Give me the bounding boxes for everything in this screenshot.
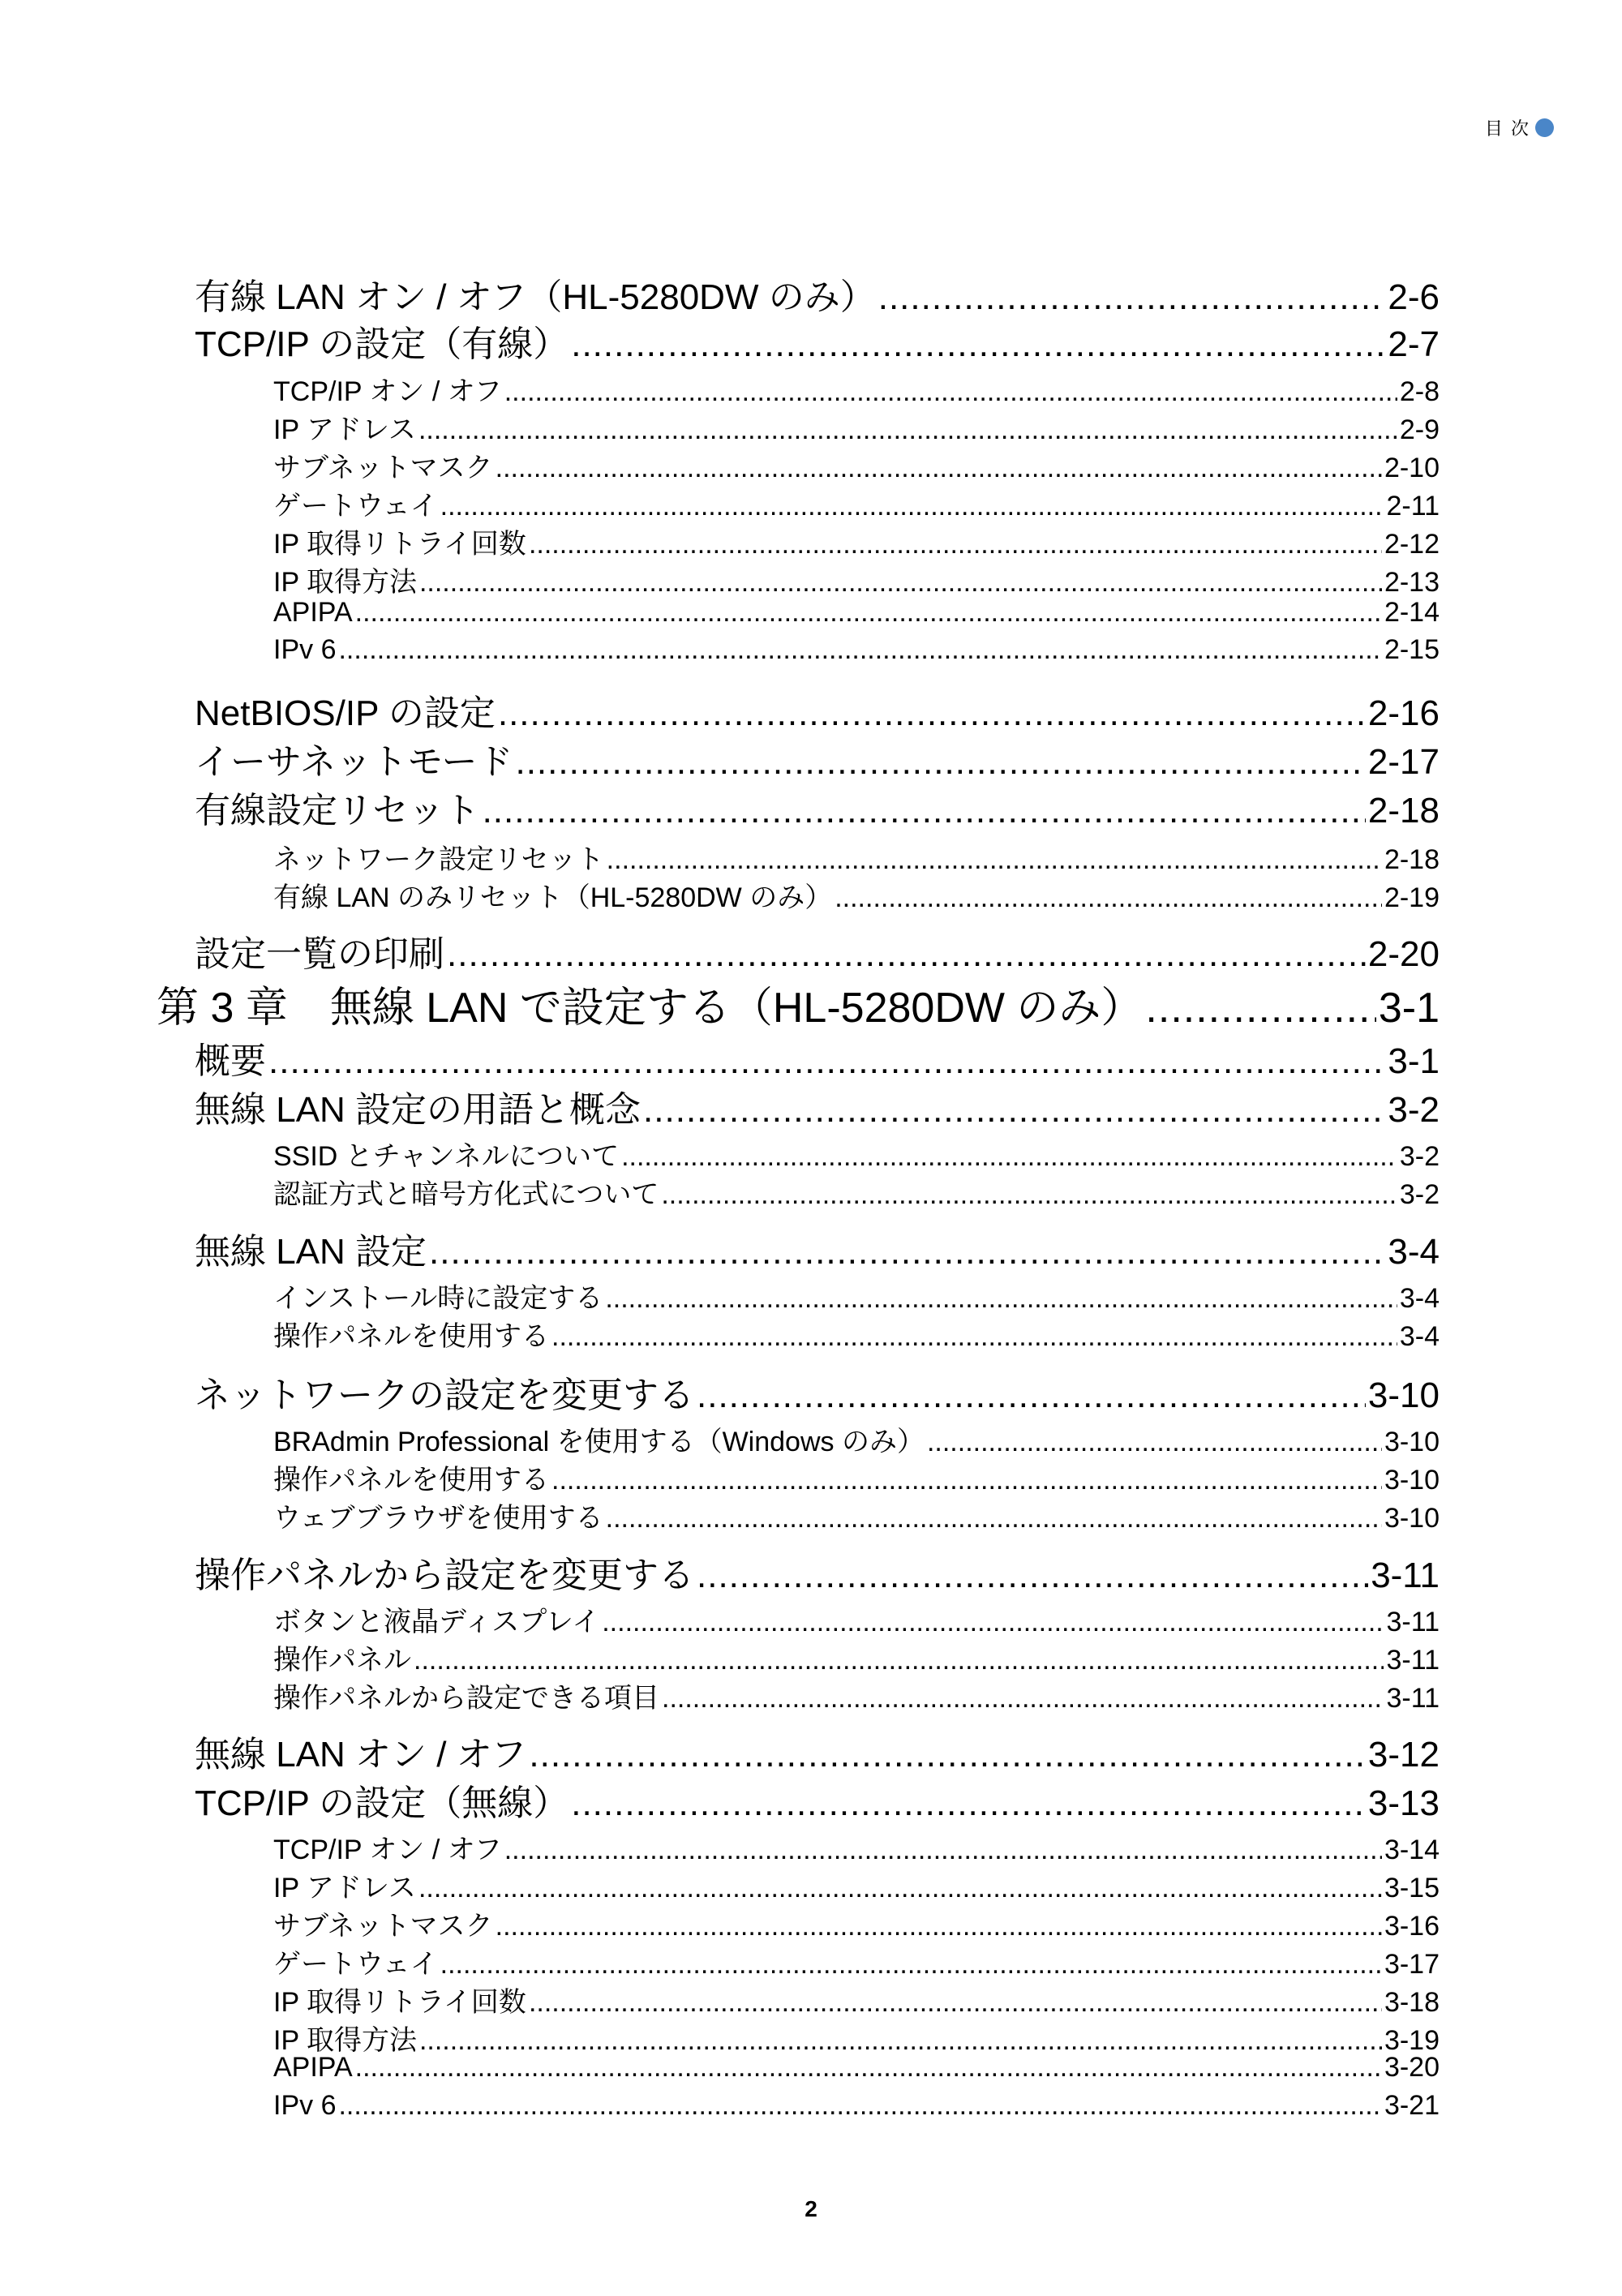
toc-entry-page: 3-11 bbox=[1386, 1645, 1440, 1676]
toc-subsection-entry[interactable] bbox=[273, 2052, 1440, 2084]
toc-section-entry[interactable] bbox=[195, 1546, 1440, 1598]
toc-entry-label: インストール時に設定する bbox=[273, 1283, 603, 1314]
toc-entry-page: 3-21 bbox=[1384, 2090, 1440, 2121]
toc-leader-dots bbox=[606, 1503, 1382, 1534]
toc-entry-page: 2-14 bbox=[1384, 597, 1440, 628]
toc-subsection-entry[interactable] bbox=[273, 560, 1440, 599]
toc-leader-dots bbox=[429, 1232, 1385, 1272]
toc-leader-dots bbox=[662, 1683, 1384, 1714]
toc-entry-page: 3-19 bbox=[1384, 2025, 1440, 2056]
toc-entry-page: 3-2 bbox=[1399, 1179, 1440, 1210]
toc-leader-dots bbox=[661, 1179, 1397, 1211]
toc-entry-label: 概要 bbox=[195, 1041, 266, 1081]
toc-leader-dots bbox=[440, 491, 1384, 522]
toc-subsection-entry[interactable] bbox=[273, 875, 1440, 915]
toc-entry-label: TCP/IP オン / オフ bbox=[273, 1835, 502, 1865]
toc-entry-label: 操作パネルから設定できる項目 bbox=[273, 1683, 659, 1714]
toc-leader-dots bbox=[529, 1735, 1366, 1775]
toc-entry-page: 3-17 bbox=[1384, 1949, 1440, 1980]
toc-section-entry[interactable] bbox=[195, 732, 1440, 784]
toc-leader-dots bbox=[355, 597, 1382, 629]
toc-subsection-entry[interactable] bbox=[273, 1496, 1440, 1535]
toc-entry-label: ネットワークの設定を変更する bbox=[195, 1375, 694, 1415]
toc-entry-page: 2-18 bbox=[1367, 791, 1440, 830]
toc-leader-dots bbox=[496, 1911, 1382, 1942]
running-header bbox=[1485, 115, 1554, 140]
toc-entry-page: 3-1 bbox=[1388, 1041, 1440, 1081]
toc-entry-page: 2-16 bbox=[1367, 693, 1440, 733]
toc-entry-label: IP アドレス bbox=[273, 1873, 416, 1903]
toc-entry-label: NetBIOS/IP の設定 bbox=[195, 693, 496, 733]
toc-leader-dots bbox=[1145, 984, 1375, 1032]
toc-entry-page: 3-10 bbox=[1384, 1503, 1440, 1534]
toc-entry-page: 2-9 bbox=[1399, 414, 1440, 445]
toc-leader-dots bbox=[338, 2090, 1381, 2122]
toc-leader-dots bbox=[602, 1607, 1384, 1638]
toc-subsection-entry[interactable] bbox=[273, 1134, 1440, 1174]
toc-entry-label: IP 取得リトライ回数 bbox=[273, 1987, 526, 2018]
toc-entry-page: 2-20 bbox=[1367, 934, 1440, 974]
toc-section-entry[interactable] bbox=[195, 781, 1440, 833]
toc-entry-page: 3-11 bbox=[1386, 1683, 1440, 1714]
toc-entry-label: IPv 6 bbox=[273, 634, 337, 665]
toc-entry-page: 3-11 bbox=[1371, 1556, 1440, 1595]
toc-subsection-entry[interactable] bbox=[273, 634, 1440, 666]
toc-section-entry[interactable] bbox=[195, 1725, 1440, 1777]
toc-subsection-entry[interactable] bbox=[273, 1980, 1440, 2019]
toc-subsection-entry[interactable] bbox=[273, 1276, 1440, 1315]
toc-entry-page: 3-13 bbox=[1367, 1783, 1440, 1823]
toc-entry-label: ネットワーク設定リセット bbox=[273, 844, 604, 875]
toc-entry-label: APIPA bbox=[273, 597, 353, 628]
toc-section-entry[interactable] bbox=[195, 1080, 1440, 1132]
toc-entry-label: TCP/IP の設定（有線） bbox=[195, 324, 569, 364]
toc-section-entry[interactable] bbox=[195, 684, 1440, 736]
toc-subsection-entry[interactable] bbox=[273, 1827, 1440, 1867]
toc-subsection-entry[interactable] bbox=[273, 521, 1440, 561]
toc-subsection-entry[interactable] bbox=[273, 597, 1440, 629]
toc-section-entry[interactable] bbox=[195, 925, 1440, 976]
toc-leader-dots bbox=[268, 1041, 1385, 1082]
toc-leader-dots bbox=[496, 453, 1382, 484]
toc-leader-dots bbox=[878, 277, 1386, 318]
toc-entry-label: BRAdmin Professional を使用する（Windows のみ） bbox=[273, 1427, 925, 1457]
toc-subsection-entry[interactable] bbox=[273, 1599, 1440, 1639]
toc-entry-page: 2-17 bbox=[1367, 742, 1440, 782]
toc-entry-label: 無線 LAN オン / オフ bbox=[195, 1735, 527, 1775]
toc-leader-dots bbox=[414, 1645, 1384, 1676]
toc-entry-label: IPv 6 bbox=[273, 2090, 337, 2121]
toc-entry-page: 3-20 bbox=[1384, 2052, 1440, 2083]
toc-entry-label: 操作パネルから設定を変更する bbox=[195, 1556, 694, 1595]
toc-leader-dots bbox=[571, 324, 1385, 365]
toc-entry-page: 3-10 bbox=[1367, 1375, 1440, 1415]
toc-entry-label: SSID とチャンネルについて bbox=[273, 1141, 620, 1172]
toc-subsection-entry[interactable] bbox=[273, 1637, 1440, 1677]
toc-entry-label: 操作パネル bbox=[273, 1645, 411, 1676]
toc-entry-label: 無線 LAN 設定 bbox=[195, 1232, 427, 1272]
toc-entry-label: 有線 LAN のみリセット（HL-5280DW のみ） bbox=[273, 882, 833, 913]
toc-entry-label: ボタンと液晶ディスプレイ bbox=[273, 1607, 600, 1637]
toc-section-entry[interactable] bbox=[195, 1222, 1440, 1274]
toc-entry-label: 無線 LAN 設定の用語と概念 bbox=[195, 1090, 642, 1130]
toc-entry-page: 3-2 bbox=[1388, 1090, 1440, 1130]
toc-leader-dots bbox=[504, 376, 1397, 408]
toc-leader-dots bbox=[643, 1090, 1385, 1131]
toc-entry-page: 2-19 bbox=[1384, 882, 1440, 913]
toc-entry-label: サブネットマスク bbox=[273, 453, 493, 483]
toc-entry-label: APIPA bbox=[273, 2052, 353, 2083]
toc-leader-dots bbox=[927, 1427, 1382, 1458]
toc-entry-label: ゲートウェイ bbox=[273, 491, 438, 521]
toc-entry-page: 2-8 bbox=[1399, 376, 1440, 407]
toc-entry-page: 3-4 bbox=[1388, 1232, 1440, 1272]
toc-leader-dots bbox=[419, 567, 1382, 599]
toc-chapter-entry[interactable] bbox=[157, 973, 1440, 1034]
toc-leader-dots bbox=[529, 1987, 1382, 2019]
toc-entry-label: サブネットマスク bbox=[273, 1911, 493, 1942]
toc-entry-page: 3-10 bbox=[1384, 1427, 1440, 1457]
toc-leader-dots bbox=[338, 634, 1381, 666]
toc-entry-label: ゲートウェイ bbox=[273, 1949, 438, 1980]
toc-entry-page: 2-18 bbox=[1384, 844, 1440, 875]
toc-entry-page: 3-12 bbox=[1367, 1735, 1440, 1775]
toc-entry-page: 3-2 bbox=[1399, 1141, 1440, 1172]
toc-subsection-entry[interactable] bbox=[273, 2090, 1440, 2122]
toc-entry-label: ウェブブラウザを使用する bbox=[273, 1503, 603, 1534]
toc-subsection-entry[interactable] bbox=[273, 1676, 1440, 1715]
toc-subsection-entry[interactable] bbox=[273, 1903, 1440, 1943]
toc-entry-page: 3-18 bbox=[1384, 1987, 1440, 2018]
toc-subsection-entry[interactable] bbox=[273, 483, 1440, 523]
toc-leader-dots bbox=[697, 1375, 1366, 1416]
toc-entry-page: 2-10 bbox=[1384, 453, 1440, 483]
toc-entry-page: 3-11 bbox=[1386, 1607, 1440, 1637]
toc-entry-page: 2-12 bbox=[1384, 529, 1440, 560]
running-header-title: 目 次 bbox=[1484, 118, 1530, 139]
toc-subsection-entry[interactable] bbox=[273, 407, 1440, 447]
toc-subsection-entry[interactable] bbox=[273, 1172, 1440, 1212]
toc-entry-label: 操作パネルを使用する bbox=[273, 1321, 549, 1352]
toc-entry-page: 3-16 bbox=[1384, 1911, 1440, 1942]
toc-leader-dots bbox=[418, 414, 1397, 446]
toc-section-entry[interactable] bbox=[195, 1032, 1440, 1084]
toc-entry-page: 3-15 bbox=[1384, 1873, 1440, 1903]
toc-leader-dots bbox=[498, 693, 1366, 734]
toc-entry-label: 有線設定リセット bbox=[195, 791, 480, 830]
toc-entry-label: 認証方式と暗号方化式について bbox=[273, 1179, 659, 1210]
toc-leader-dots bbox=[440, 1949, 1382, 1981]
toc-subsection-entry[interactable] bbox=[273, 369, 1440, 409]
toc-leader-dots bbox=[504, 1835, 1382, 1866]
toc-subsection-entry[interactable] bbox=[273, 1419, 1440, 1459]
toc-subsection-entry[interactable] bbox=[273, 1942, 1440, 1981]
toc-leader-dots bbox=[605, 1283, 1397, 1315]
header-bullet-icon bbox=[1535, 118, 1554, 137]
toc-entry-label: 有線 LAN オン / オフ（HL-5280DW のみ） bbox=[195, 277, 876, 317]
toc-entry-label: 設定一覧の印刷 bbox=[195, 934, 444, 974]
toc-leader-dots bbox=[551, 1465, 1382, 1496]
toc-entry-page: 2-7 bbox=[1388, 324, 1440, 364]
toc-leader-dots bbox=[551, 1321, 1397, 1353]
toc-leader-dots bbox=[835, 882, 1382, 914]
toc-section-entry[interactable] bbox=[195, 1366, 1440, 1418]
toc-entry-label: TCP/IP オン / オフ bbox=[273, 376, 502, 407]
toc-entry-page: 2-15 bbox=[1384, 634, 1440, 665]
toc-subsection-entry[interactable] bbox=[273, 1314, 1440, 1354]
toc-entry-label: 操作パネルを使用する bbox=[273, 1465, 549, 1496]
toc-entry-label: IP アドレス bbox=[273, 414, 416, 445]
toc-entry-page: 2-11 bbox=[1386, 491, 1440, 521]
toc-leader-dots bbox=[571, 1783, 1366, 1824]
toc-entry-page: 3-4 bbox=[1399, 1283, 1440, 1314]
toc-entry-page: 2-13 bbox=[1384, 567, 1440, 598]
page-number: 2 bbox=[805, 2196, 817, 2221]
toc-leader-dots bbox=[529, 529, 1382, 560]
toc-subsection-entry[interactable] bbox=[273, 1457, 1440, 1497]
toc-entry-page: 2-6 bbox=[1388, 277, 1440, 317]
toc-entry-page: 3-4 bbox=[1399, 1321, 1440, 1352]
toc-entry-label: TCP/IP の設定（無線） bbox=[195, 1783, 569, 1823]
toc-entry-label: IP 取得リトライ回数 bbox=[273, 529, 526, 560]
toc-subsection-entry[interactable] bbox=[273, 837, 1440, 877]
toc-leader-dots bbox=[418, 1873, 1382, 1904]
toc-leader-dots bbox=[697, 1556, 1368, 1596]
toc-entry-page: 3-10 bbox=[1384, 1465, 1440, 1496]
toc-entry-label: 第 3 章 無線 LAN で設定する（HL-5280DW のみ） bbox=[157, 985, 1144, 1032]
toc-entry-page: 3-14 bbox=[1384, 1835, 1440, 1865]
toc-leader-dots bbox=[621, 1141, 1397, 1173]
toc-subsection-entry[interactable] bbox=[273, 445, 1440, 485]
toc-subsection-entry[interactable] bbox=[273, 1865, 1440, 1905]
toc-leader-dots bbox=[483, 791, 1366, 831]
toc-section-entry[interactable] bbox=[195, 1774, 1440, 1826]
toc-leader-dots bbox=[607, 844, 1382, 876]
toc-entry-label: イーサネットモード bbox=[195, 742, 513, 782]
toc-entry-label: IP 取得方法 bbox=[273, 2025, 417, 2056]
toc-leader-dots bbox=[447, 934, 1366, 975]
toc-entry-label: IP 取得方法 bbox=[273, 567, 417, 598]
toc-section-entry[interactable] bbox=[195, 315, 1440, 367]
toc-entry-page: 3-1 bbox=[1378, 985, 1440, 1032]
toc-section-entry[interactable] bbox=[195, 268, 1440, 320]
toc-leader-dots bbox=[515, 742, 1365, 783]
toc-leader-dots bbox=[355, 2052, 1382, 2084]
